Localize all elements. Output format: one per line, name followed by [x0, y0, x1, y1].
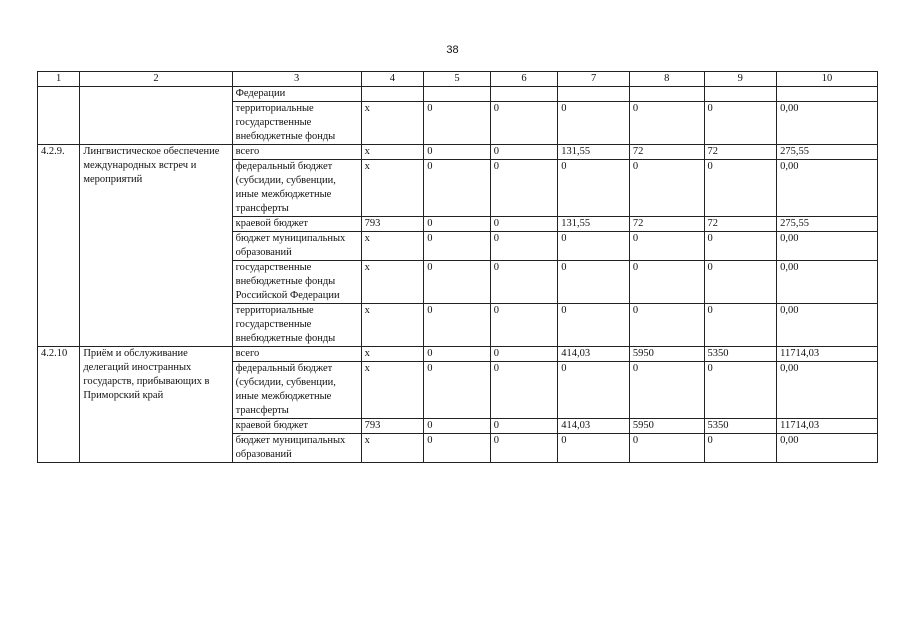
- value-cell: 72: [704, 145, 777, 160]
- value-cell: 0: [558, 160, 630, 217]
- value-cell: 0: [629, 304, 704, 347]
- value-cell: 0: [424, 160, 491, 217]
- funding-source-cell: федеральный бюджет (субсидии, субвенции, иные межбюджетные трансферты: [232, 160, 361, 217]
- value-cell: x: [361, 347, 424, 362]
- value-cell: 0: [629, 261, 704, 304]
- value-cell: 0: [558, 261, 630, 304]
- value-cell: 0,00: [777, 362, 878, 419]
- value-cell: 0: [490, 261, 558, 304]
- funding-source-cell: всего: [232, 145, 361, 160]
- value-cell: 11714,03: [777, 347, 878, 362]
- page-number: 38: [446, 44, 459, 56]
- value-cell: 0: [490, 102, 558, 145]
- value-cell: 0: [490, 304, 558, 347]
- value-cell: 131,55: [558, 217, 630, 232]
- value-cell: 0: [558, 304, 630, 347]
- column-header: 6: [490, 72, 558, 87]
- funding-source-cell: бюджет муниципальных образований: [232, 434, 361, 463]
- value-cell: x: [361, 232, 424, 261]
- value-cell: 0: [424, 419, 491, 434]
- value-cell: x: [361, 102, 424, 145]
- value-cell: 0,00: [777, 304, 878, 347]
- funding-source-cell: федеральный бюджет (субсидии, субвенции, иные межбюджетные трансферты: [232, 362, 361, 419]
- value-cell: 5350: [704, 347, 777, 362]
- value-cell: 0: [490, 419, 558, 434]
- value-cell: 5350: [704, 419, 777, 434]
- value-cell: x: [361, 434, 424, 463]
- value-cell: [490, 87, 558, 102]
- value-cell: 72: [704, 217, 777, 232]
- item-number-cell: [38, 87, 80, 145]
- value-cell: 275,55: [777, 217, 878, 232]
- value-cell: 131,55: [558, 145, 630, 160]
- column-header: 5: [424, 72, 491, 87]
- value-cell: 0: [490, 145, 558, 160]
- column-header: 3: [232, 72, 361, 87]
- header-row: [38, 72, 878, 87]
- value-cell: x: [361, 304, 424, 347]
- value-cell: 0: [704, 232, 777, 261]
- funding-source-cell: Федерации: [232, 87, 361, 102]
- funding-source-cell: краевой бюджет: [232, 419, 361, 434]
- value-cell: 0: [629, 232, 704, 261]
- value-cell: 0: [424, 434, 491, 463]
- value-cell: 793: [361, 217, 424, 232]
- value-cell: 0,00: [777, 434, 878, 463]
- funding-source-cell: территориальные государственные внебюджетные фонды: [232, 304, 361, 347]
- value-cell: 0: [629, 362, 704, 419]
- column-header: 1: [38, 72, 80, 87]
- value-cell: x: [361, 145, 424, 160]
- value-cell: 0: [424, 347, 491, 362]
- value-cell: 72: [629, 145, 704, 160]
- value-cell: 0: [704, 434, 777, 463]
- funding-source-cell: краевой бюджет: [232, 217, 361, 232]
- value-cell: 0: [490, 232, 558, 261]
- item-number-cell: 4.2.10: [38, 347, 80, 463]
- value-cell: 414,03: [558, 419, 630, 434]
- column-header: 10: [777, 72, 878, 87]
- column-header: 7: [558, 72, 630, 87]
- column-header: 9: [704, 72, 777, 87]
- value-cell: 0: [490, 434, 558, 463]
- value-cell: 0: [424, 217, 491, 232]
- value-cell: [558, 87, 630, 102]
- value-cell: [704, 87, 777, 102]
- value-cell: [361, 87, 424, 102]
- value-cell: 0: [704, 304, 777, 347]
- item-number-cell: 4.2.9.: [38, 145, 80, 347]
- value-cell: x: [361, 261, 424, 304]
- column-header: 8: [629, 72, 704, 87]
- value-cell: 0: [558, 434, 630, 463]
- item-name-cell: [80, 87, 232, 145]
- funding-source-cell: государственные внебюджетные фонды Российской Федерации: [232, 261, 361, 304]
- value-cell: 275,55: [777, 145, 878, 160]
- value-cell: 0: [490, 362, 558, 419]
- value-cell: 0: [490, 347, 558, 362]
- value-cell: x: [361, 362, 424, 419]
- value-cell: 0: [490, 217, 558, 232]
- value-cell: 0,00: [777, 102, 878, 145]
- value-cell: x: [361, 160, 424, 217]
- value-cell: [424, 87, 491, 102]
- value-cell: [777, 87, 878, 102]
- value-cell: 0: [704, 261, 777, 304]
- value-cell: 414,03: [558, 347, 630, 362]
- value-cell: 0: [424, 232, 491, 261]
- value-cell: 0: [424, 362, 491, 419]
- value-cell: 0: [629, 160, 704, 217]
- value-cell: 0,00: [777, 232, 878, 261]
- value-cell: 0: [558, 232, 630, 261]
- funding-source-cell: всего: [232, 347, 361, 362]
- value-cell: [629, 87, 704, 102]
- value-cell: 0: [424, 145, 491, 160]
- value-cell: 0: [424, 102, 491, 145]
- value-cell: 793: [361, 419, 424, 434]
- column-header: 4: [361, 72, 424, 87]
- value-cell: 0: [558, 102, 630, 145]
- value-cell: 0: [629, 102, 704, 145]
- value-cell: 0: [424, 261, 491, 304]
- value-cell: 0: [424, 304, 491, 347]
- value-cell: 0: [490, 160, 558, 217]
- value-cell: 5950: [629, 419, 704, 434]
- value-cell: 11714,03: [777, 419, 878, 434]
- value-cell: 0,00: [777, 261, 878, 304]
- value-cell: 0: [704, 160, 777, 217]
- value-cell: 0: [558, 362, 630, 419]
- column-header: 2: [80, 72, 232, 87]
- table-row: [38, 145, 878, 160]
- value-cell: 0,00: [777, 160, 878, 217]
- value-cell: 0: [704, 102, 777, 145]
- value-cell: 0: [704, 362, 777, 419]
- funding-source-cell: бюджет муниципальных образований: [232, 232, 361, 261]
- table-row: [38, 347, 878, 362]
- value-cell: 72: [629, 217, 704, 232]
- value-cell: 0: [629, 434, 704, 463]
- table-row: [38, 87, 878, 102]
- budget-table: [37, 71, 878, 463]
- funding-source-cell: территориальные государственные внебюджетные фонды: [232, 102, 361, 145]
- item-name-cell: Лингвистическое обеспечение международных встреч и мероприятий: [80, 145, 232, 347]
- value-cell: 5950: [629, 347, 704, 362]
- item-name-cell: Приём и обслуживание делегаций иностранных государств, прибывающих в Приморский край: [80, 347, 232, 463]
